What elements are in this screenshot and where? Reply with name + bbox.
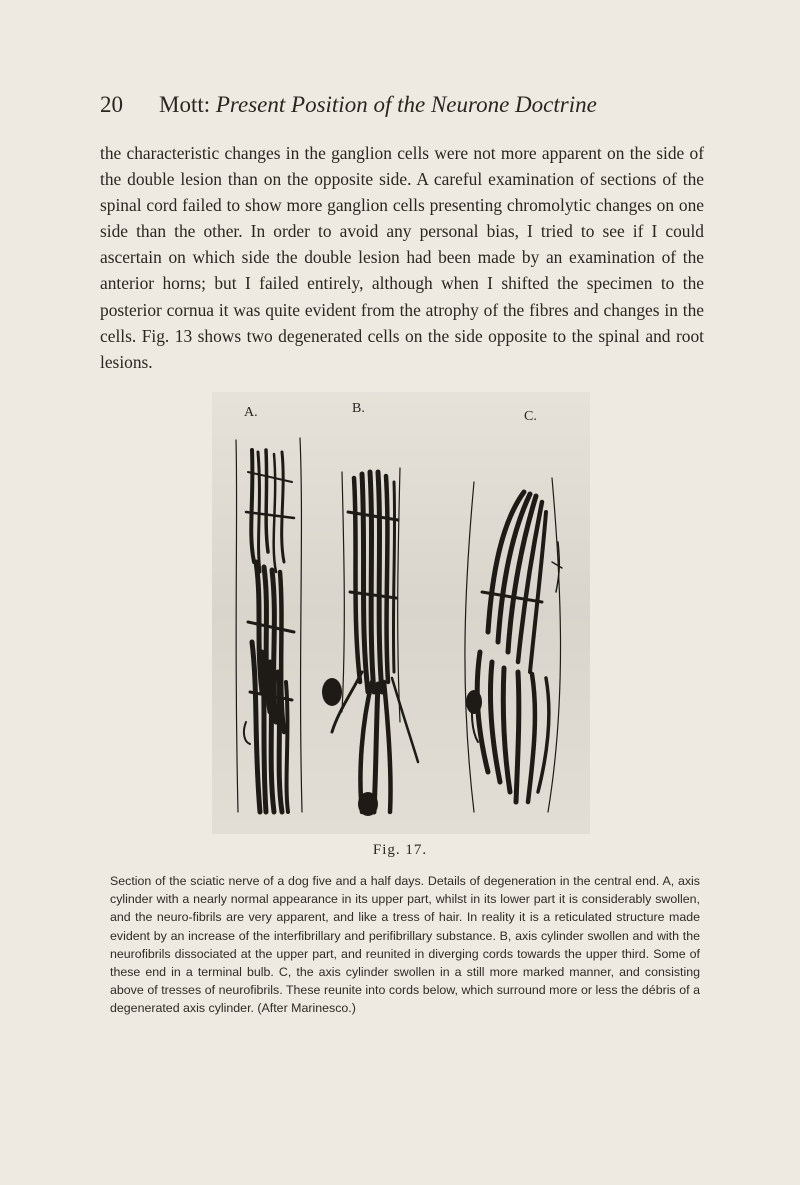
panel-label-c: C. (524, 409, 537, 424)
author-name: Mott: (159, 92, 211, 117)
panel-label-b: B. (352, 401, 365, 416)
panel-label-a: A. (244, 405, 258, 420)
nerve-fibre-illustration (212, 392, 590, 834)
running-header (100, 92, 700, 118)
page-number: 20 (100, 92, 123, 117)
figure-caption: Section of the sciatic nerve of a dog five and a half days. Details of degeneration in the central end. A, axis cylinder with a nearly normal appearance in its upper part, whilst in its lower part it is considerably swollen, and the neuro-fibrils are very apparent, and like a tress of hair. In reality it is a reticulated structure made evident by an increase of the interfibrillary and perifibrillary substance. B, axis cylinder swollen and with the neurofibrils dissociated at the upper part, and reunited in diverging cords towards the upper third. Some of these end in a terminal bulb. C, the axis cylinder swollen in a still more marked manner, and consisting above of tresses of neurofibrils. These reunite into cords below, which surround more or less the débris of a degenerated axis cylinder. (After Marinesco.) (110, 874, 700, 1016)
figure-17-plate (212, 392, 590, 834)
body-paragraph: the characteristic changes in the ganglion cells were not more apparent on the side of the double lesion than on the opposite side. A careful examination of sections of the spinal cord failed to show more ganglion cells presenting chromolytic changes on one side than the other. In order to avoid any personal bias, I tried to see if I could ascertain on which side the double lesion had been made by an examination of the anterior horns; but I failed entirely, although when I shifted the specimen to the posterior cornua it was quite evident from the atrophy of the fibres and changes in the cells. Fig. 13 shows two degenerated cells on the side opposite to the spinal and root lesions. (100, 143, 704, 372)
figure-title: Fig. 17. (372, 842, 428, 858)
running-title: Present Position of the Neurone Doctrine (215, 92, 597, 117)
